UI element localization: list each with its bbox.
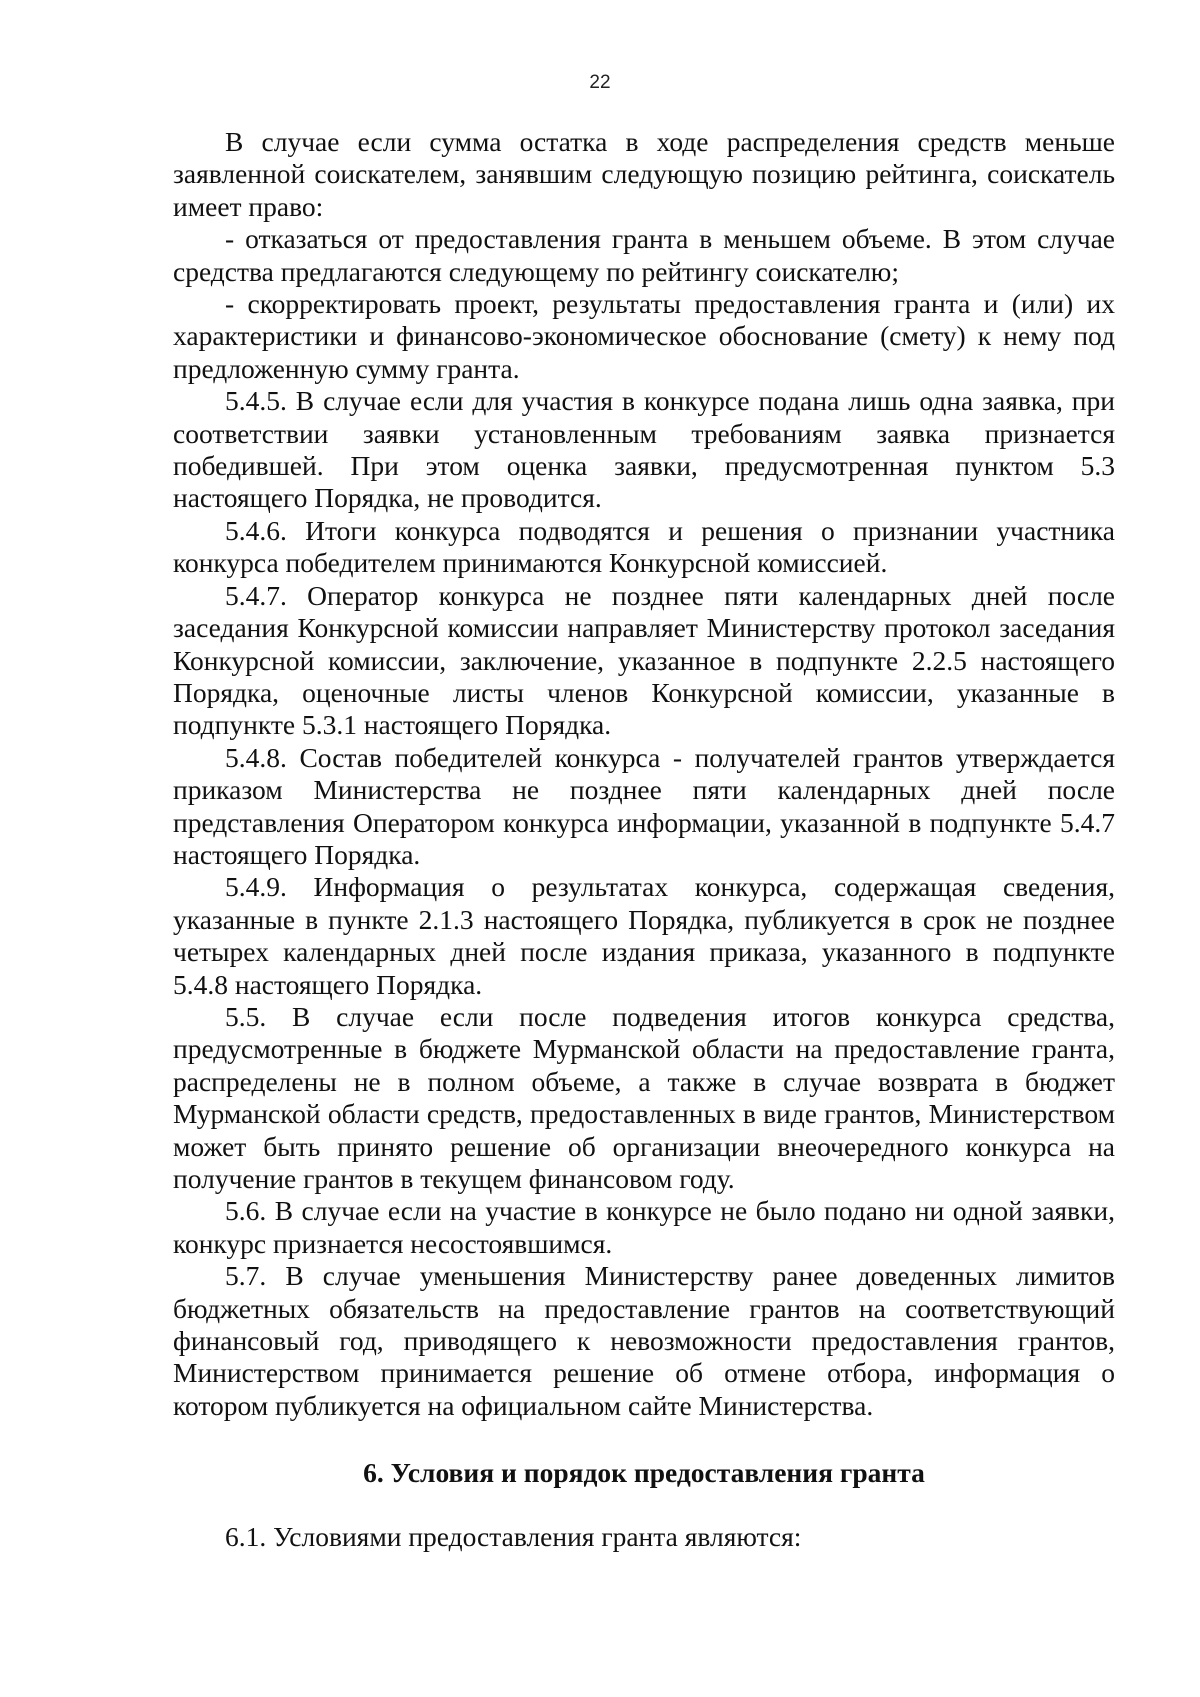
page-number: 22 [589,72,611,93]
paragraph-remainder-intro: В случае если сумма остатка в ходе распределения средств меньше заявленной соискателем, занявшим следующую позицию рейтинга, соискатель имеет право: [173,126,1115,222]
paragraph-5-4-7: 5.4.7. Оператор конкурса не позднее пяти календарных дней после заседания Конкурсной комиссии направляет Министерству протокол заседания Конкурсной комиссии, заключение, указанное в подпункте 2.2.5 настоящего Порядка, оценочные листы членов Конкурсной комиссии, указанные в подпункте 5.3.1 настоящего Порядка. [173,579,1115,741]
paragraph-option-decline: - отказаться от предоставления гранта в меньшем объеме. В этом случае средства предлагаются следующему по рейтингу соискателю; [173,223,1115,287]
paragraph-5-4-9: 5.4.9. Информация о результатах конкурса, содержащая сведения, указанные в пункте 2.1.3 настоящего Порядка, публикуется в срок не позднее четырех календарных дней после издания приказа, указанного в подпункте 5.4.8 настоящего Порядка. [173,871,1115,1000]
document-body [173,126,1115,1553]
section-heading: 6. Условия и порядок предоставления гранта [363,1457,925,1489]
paragraph-5-4-8: 5.4.8. Состав победителей конкурса - получателей грантов утверждается приказом Министерства не позднее пяти календарных дней после представления Оператором конкурса информации, указанной в подпункте 5.4.7 настоящего Порядка. [173,741,1115,870]
paragraph-5-5: 5.5. В случае если после подведения итогов конкурса средства, предусмотренные в бюджете Мурманской области на предоставление гранта, распределены не в полном объеме, а также в случае возврата в бюджет Мурманской области средств, предоставленных в виде грантов, Министерством может быть принято решение об организации внеочередного конкурса на получение грантов в текущем финансовом году. [173,1000,1115,1194]
paragraph-5-4-5: 5.4.5. В случае если для участия в конкурсе подана лишь одна заявка, при соответствии заявки установленным требованиям заявка признается победившей. При этом оценка заявки, предусмотренная пунктом 5.3 настоящего Порядка, не проводится. [173,385,1115,514]
paragraph-6-1: 6.1. Условиями предоставления гранта являются: [225,1520,802,1552]
paragraph-5-4-6: 5.4.6. Итоги конкурса подводятся и решения о признании участника конкурса победителем принимаются Конкурсной комиссией. [173,514,1115,579]
paragraph-option-adjust: - скорректировать проект, результаты предоставления гранта и (или) их характеристики и финансово-экономическое обоснование (смету) к нему под предложенную сумму гранта. [173,288,1115,384]
paragraph-5-6: 5.6. В случае если на участие в конкурсе не было подано ни одной заявки, конкурс признается несостоявшимся. [173,1195,1115,1259]
paragraph-5-7: 5.7. В случае уменьшения Министерству ранее доведенных лимитов бюджетных обязательств на предоставление грантов на соответствующий финансовый год, приводящего к невозможности предоставления грантов, Министерством принимается решение об отмене отбора, информация о котором публикуется на официальном сайте Министерства. [173,1260,1115,1421]
